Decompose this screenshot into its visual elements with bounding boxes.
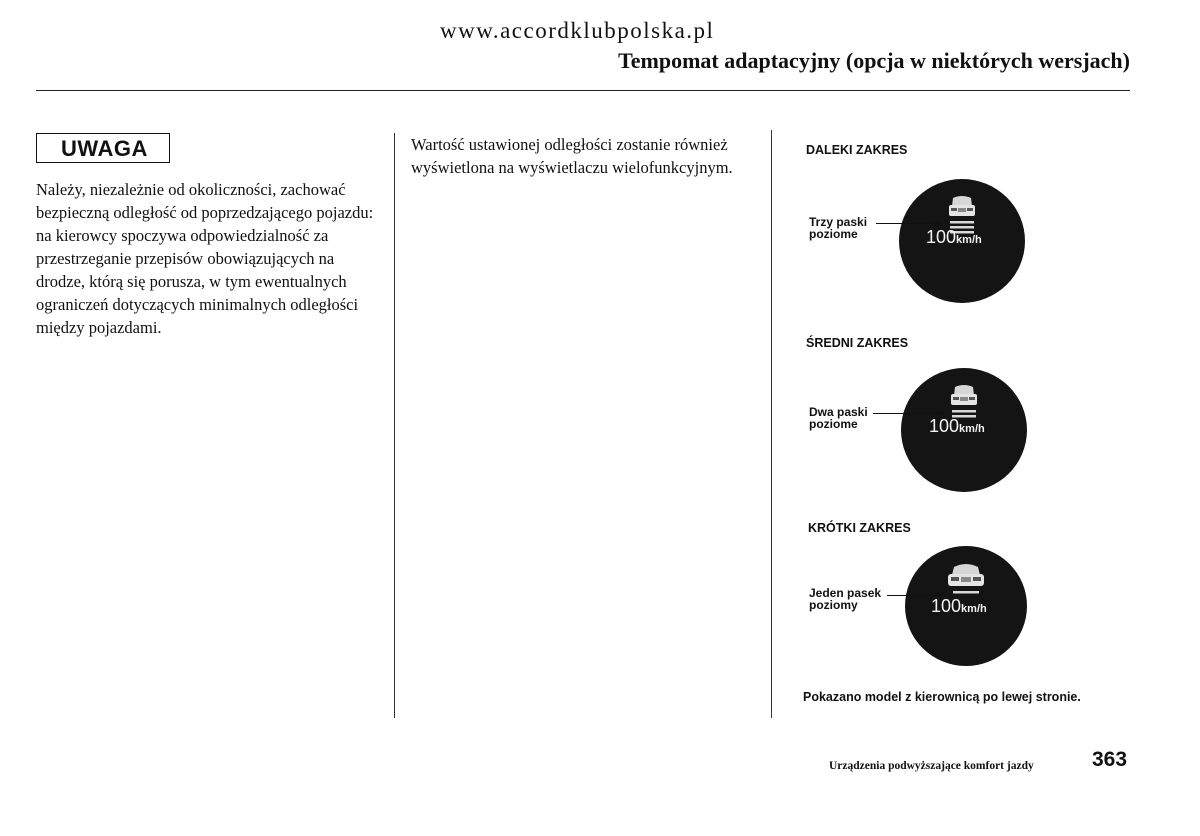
page-heading: Tempomat adaptacyjny (opcja w niektórych wersjach)	[618, 48, 1130, 73]
pointer-arrowhead	[938, 592, 946, 598]
range-title-long: DALEKI ZAKRES	[806, 143, 908, 157]
pointer-line	[876, 223, 936, 224]
distance-display-text: Wartość ustawionej odległości zostanie również wyświetlona na wyświetlaczu wielofunkcyjnym.	[411, 135, 733, 177]
pointer-label-line2: poziomy	[809, 598, 858, 612]
speed-unit: km/h	[956, 234, 982, 246]
speed-readout	[931, 596, 987, 617]
pointer-label-long	[809, 216, 867, 240]
chapter-title: Urządzenia podwyższające komfort jazdy	[829, 760, 1034, 772]
pointer-label-line2: poziome	[809, 227, 858, 241]
warning-box	[36, 133, 170, 163]
pointer-label-medium	[809, 406, 868, 430]
pointer-line	[887, 595, 939, 596]
column-divider	[394, 133, 395, 718]
speed-readout	[926, 227, 982, 248]
page-number: 363	[1092, 748, 1128, 771]
speed-value: 100	[931, 596, 962, 616]
speed-value: 100	[929, 416, 960, 436]
speed-unit: km/h	[959, 423, 985, 435]
warning-label: UWAGA	[61, 136, 148, 161]
header-rule	[36, 90, 1130, 91]
car-icon	[943, 560, 989, 600]
site-url: www.accordklubpolska.pl	[440, 18, 715, 43]
display-medium	[901, 368, 1027, 492]
range-title-medium: ŚREDNI ZAKRES	[806, 336, 909, 350]
figure-caption: Pokazano model z kierownicą po lewej stronie.	[803, 690, 1081, 704]
pointer-arrowhead	[935, 220, 943, 226]
pointer-label-short	[809, 587, 881, 611]
warning-text: Należy, niezależnie od okoliczności, zachować bezpieczną odległość od poprzedzającego pojazdu: na kierowcy spoczywa odpowiedzialność za przestrzeganie przepisów obowiązujących na drodze, którą się porusza, w tym ewentualnych ograniczeń dotyczących minimalnych odległości między pojazdami.	[36, 180, 374, 337]
pointer-label-line1: Jeden pasek	[809, 586, 882, 600]
display-long	[899, 179, 1025, 303]
pointer-arrowhead	[936, 410, 944, 416]
distance-range-figure	[771, 130, 1151, 720]
pointer-line	[873, 413, 937, 414]
pointer-label-line1: Trzy paski	[809, 215, 868, 229]
range-title-short: KRÓTKI ZAKRES	[808, 521, 911, 535]
pointer-label-line2: poziome	[809, 417, 858, 431]
speed-value: 100	[926, 227, 957, 247]
speed-unit: km/h	[961, 603, 987, 615]
display-short	[905, 546, 1027, 666]
speed-readout	[929, 416, 985, 437]
pointer-label-line1: Dwa paski	[809, 405, 868, 419]
